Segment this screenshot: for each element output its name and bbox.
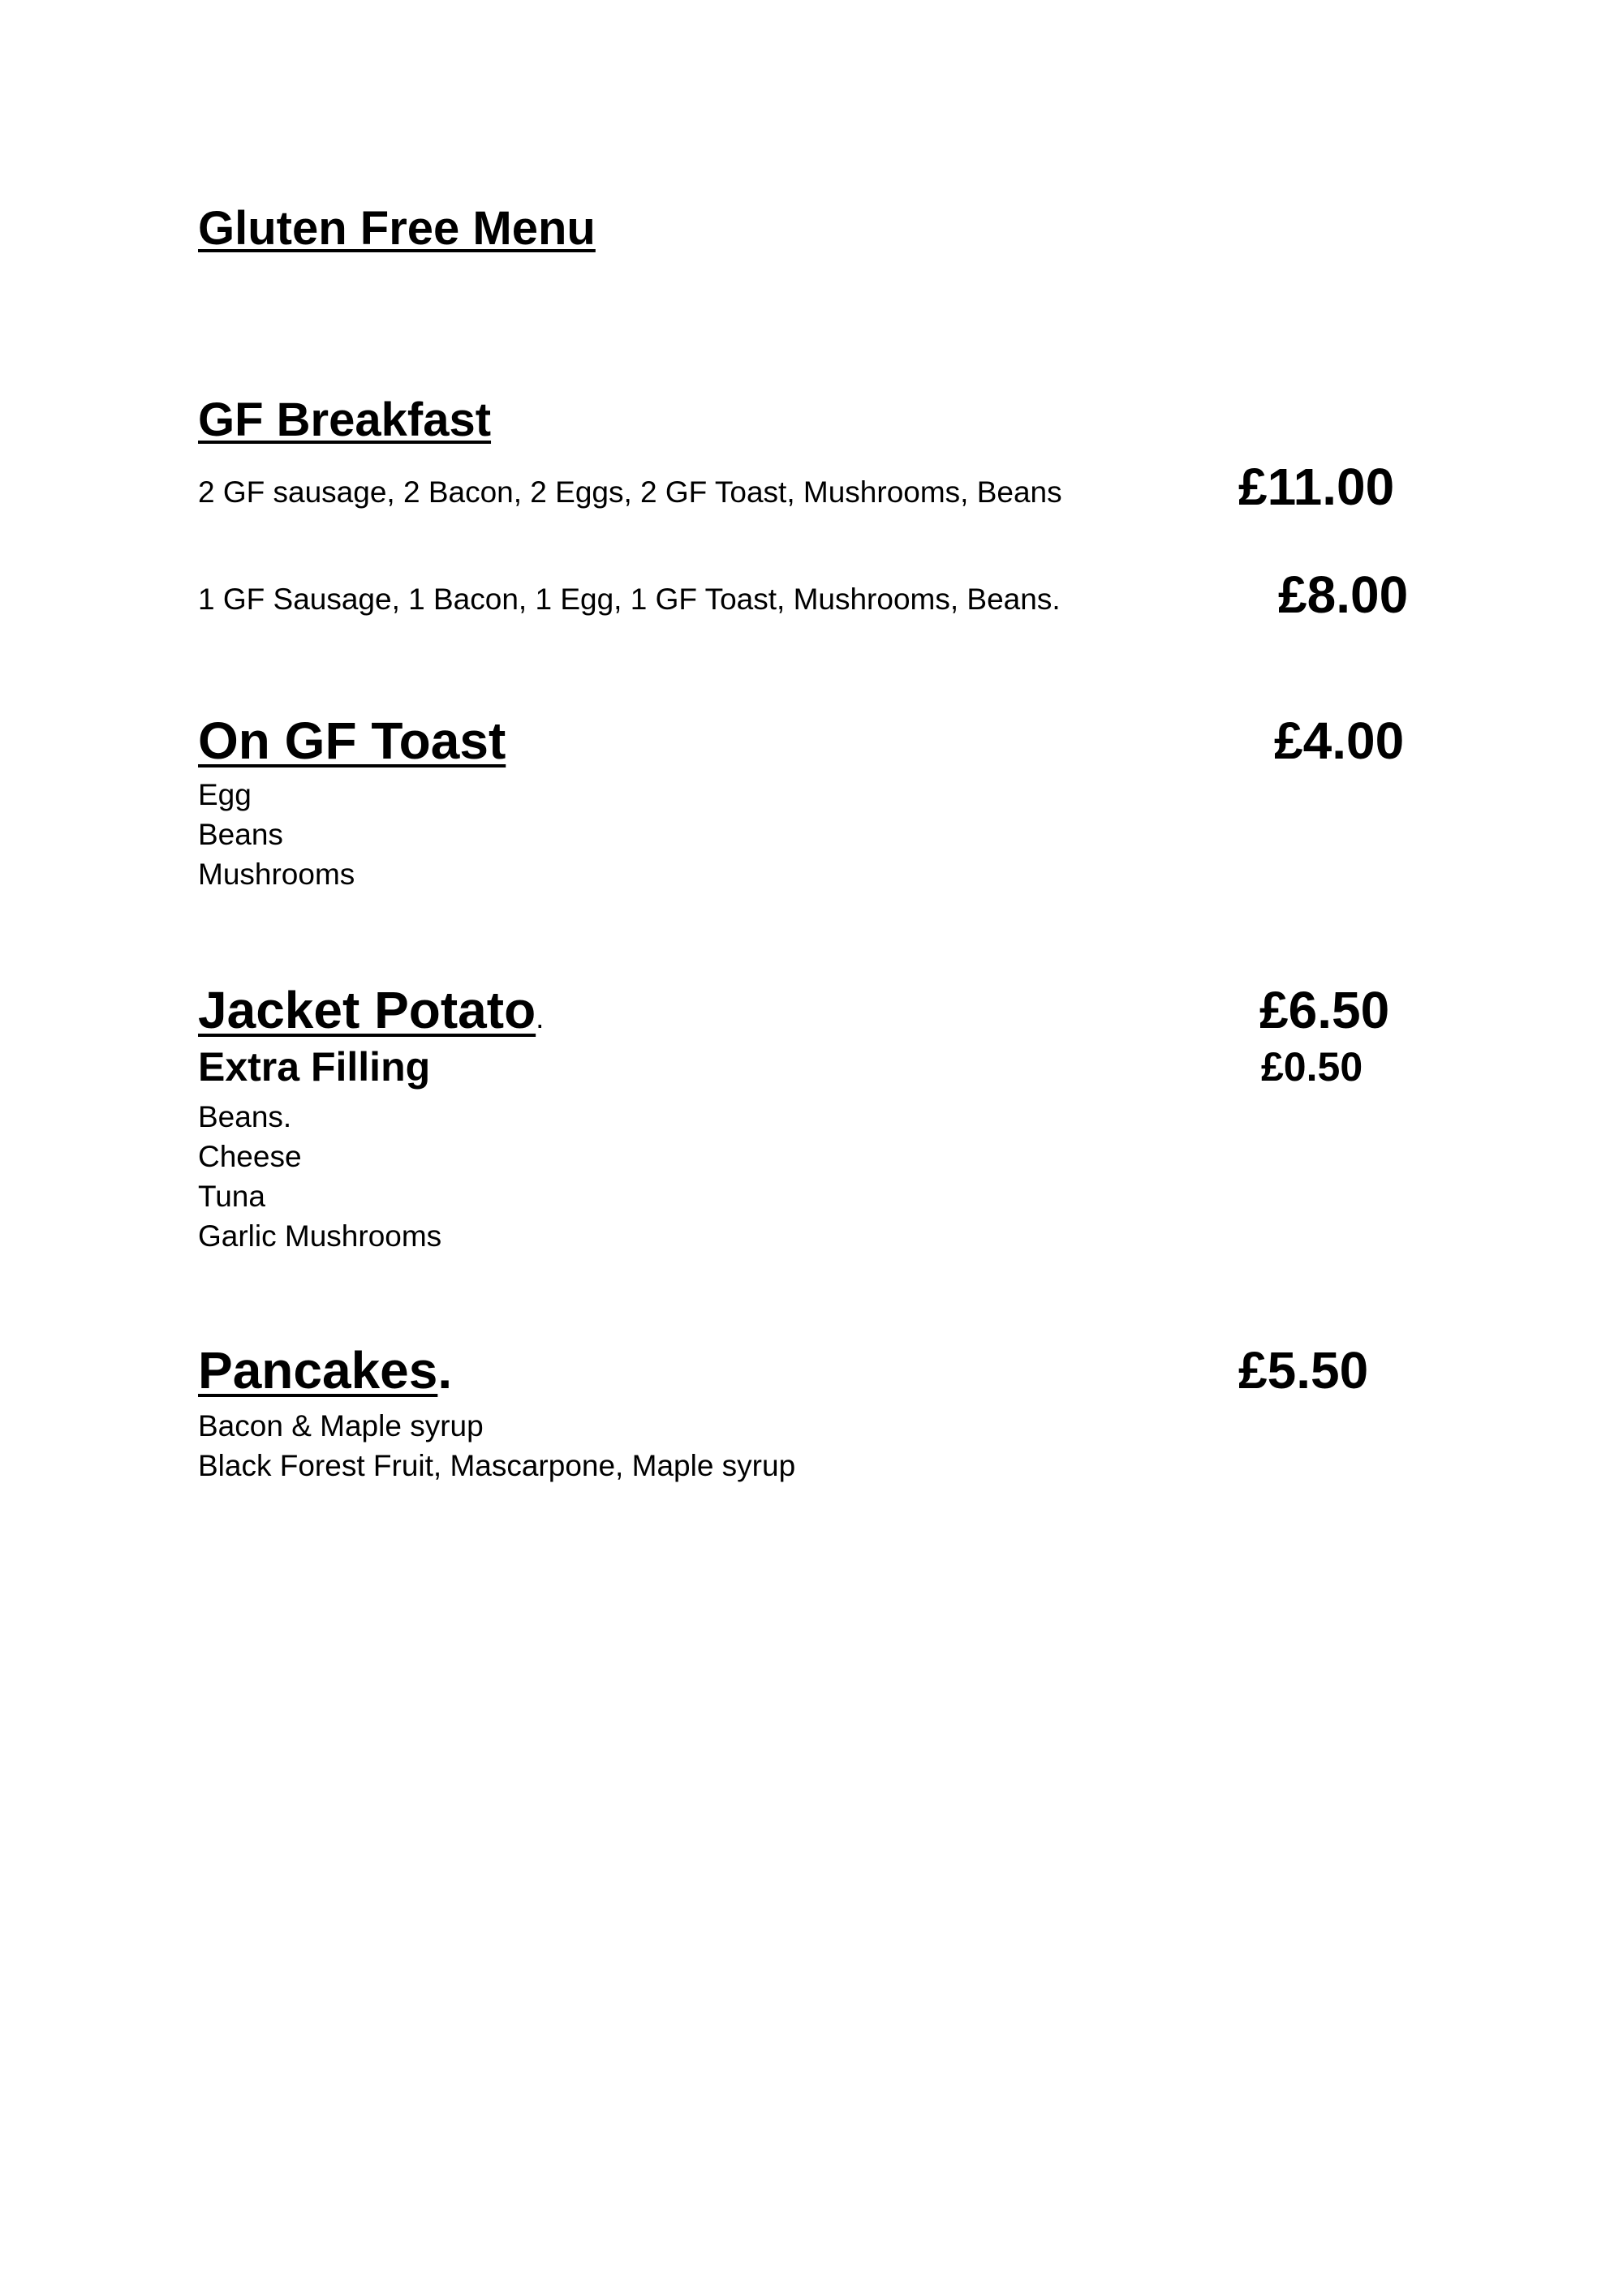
breakfast-option-1-description: 2 GF sausage, 2 Bacon, 2 Eggs, 2 GF Toast, Mushrooms, Beans [198,475,1062,509]
list-item: Egg [198,778,252,811]
section-heading-pancakes: Pancakes [198,1341,438,1400]
list-item: Beans. [198,1100,292,1133]
heading-trailing-period: . [536,1001,545,1034]
jacket-potato-price: £6.50 [1259,981,1390,1039]
section-heading-jacket-potato-wrap [198,980,544,1040]
list-item: Black Forest Fruit, Mascarpone, Maple syrup [198,1449,796,1482]
list-item: Tuna [198,1180,265,1213]
pancakes-price: £5.50 [1238,1341,1369,1400]
extra-filling-label: Extra Filling [198,1044,431,1090]
section-heading-on-gf-toast: On GF Toast [198,712,506,770]
list-item: Cheese [198,1140,302,1173]
breakfast-option-1-price: £11.00 [1238,458,1395,516]
pancakes-items-list [198,1406,795,1486]
list-item: Mushrooms [198,858,355,891]
list-item: Beans [198,818,283,851]
toast-price: £4.00 [1274,712,1405,770]
section-heading-gf-breakfast: GF Breakfast [198,393,492,446]
extra-filling-price: £0.50 [1261,1044,1363,1090]
jacket-filling-list [198,1097,441,1256]
section-heading-jacket-potato: Jacket Potato [198,981,536,1039]
breakfast-option-2-price: £8.00 [1278,565,1409,624]
toast-items-list [198,775,355,894]
section-heading-pancakes-wrap [198,1340,452,1400]
heading-trailing-period: . [437,1341,453,1400]
page-title: Gluten Free Menu [198,202,596,255]
breakfast-option-2-description: 1 GF Sausage, 1 Bacon, 1 Egg, 1 GF Toast, Mushrooms, Beans. [198,583,1061,616]
list-item: Garlic Mushrooms [198,1219,442,1253]
list-item: Bacon & Maple syrup [198,1409,484,1443]
